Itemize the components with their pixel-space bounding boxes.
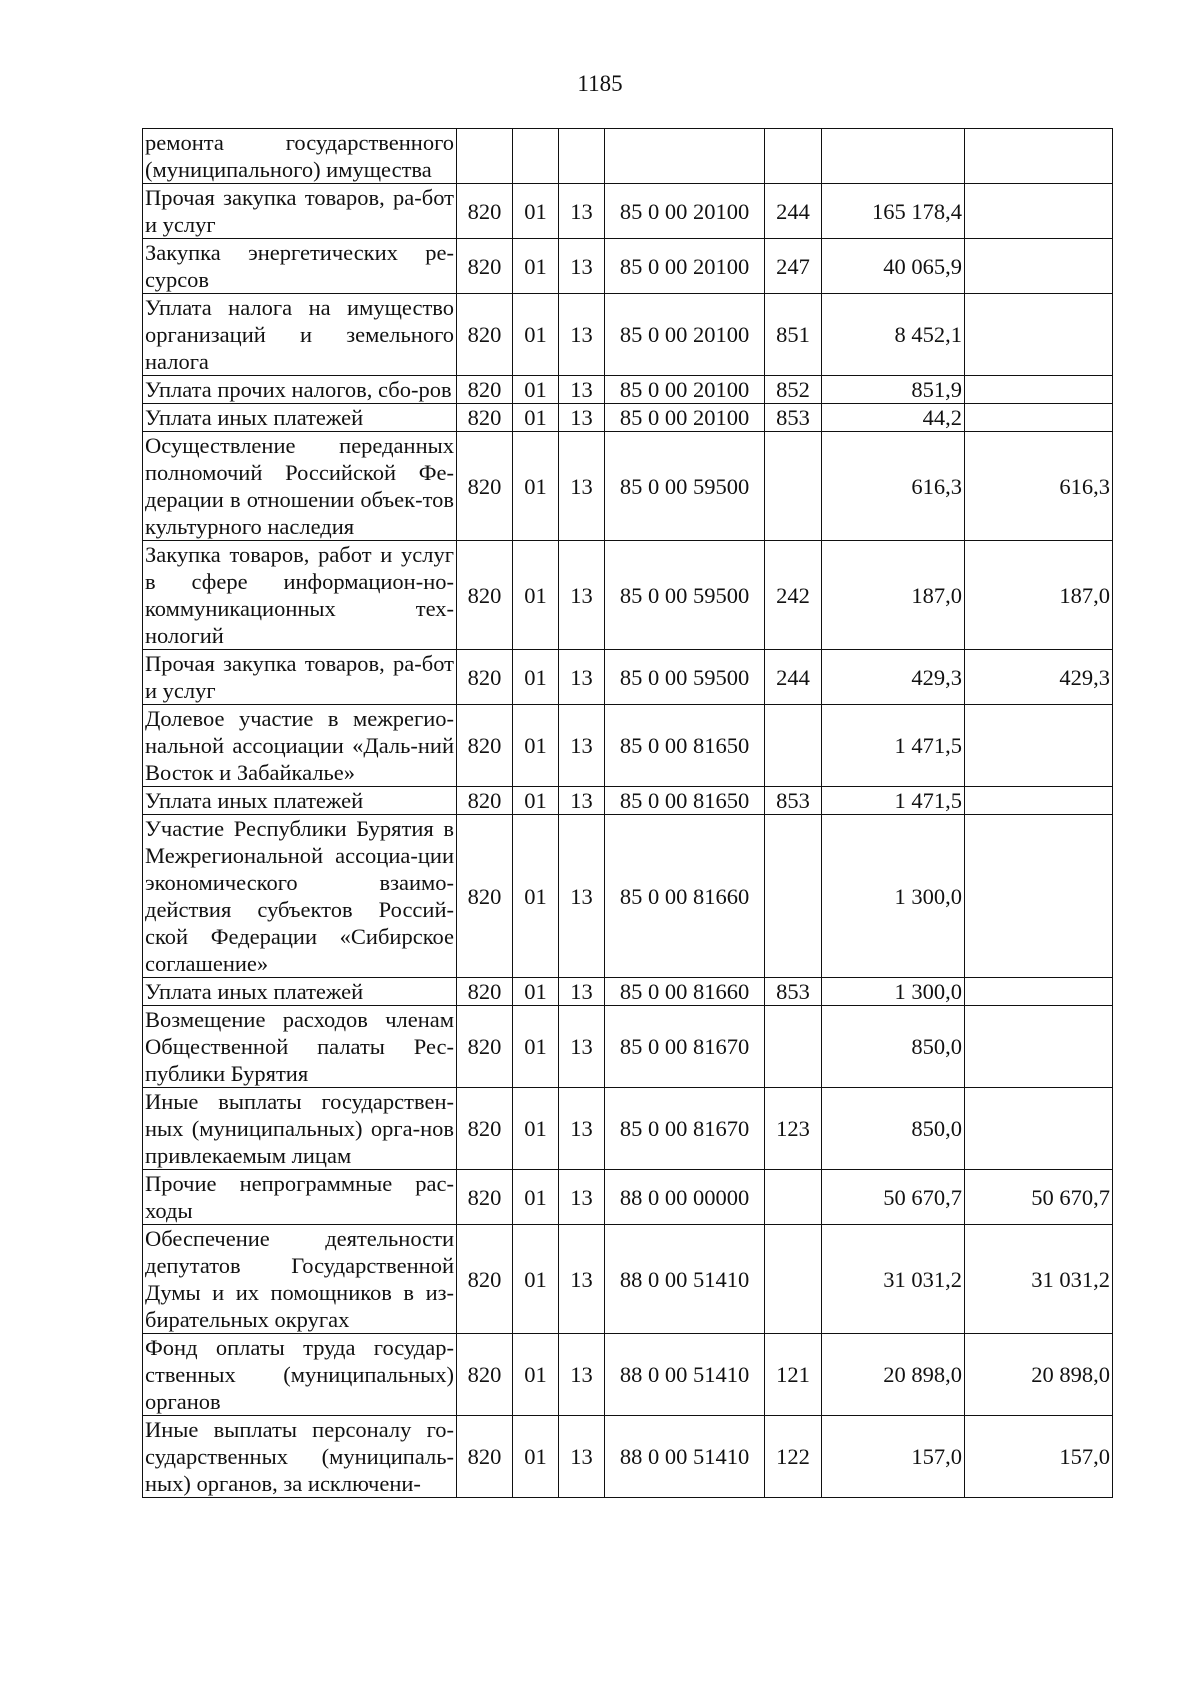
cell-description: Прочая закупка товаров, ра-бот и услуг (143, 184, 457, 239)
cell-subsection-code (559, 129, 605, 184)
cell-amount-federal: 187,0 (965, 541, 1113, 650)
cell-amount: 429,3 (822, 650, 965, 705)
cell-amount: 850,0 (822, 1006, 965, 1088)
cell-section-code: 01 (513, 404, 559, 432)
cell-expense-type (765, 129, 822, 184)
cell-amount-federal (965, 129, 1113, 184)
cell-amount: 165 178,4 (822, 184, 965, 239)
table-row (143, 815, 1113, 978)
cell-target-article: 85 0 00 81670 (605, 1088, 765, 1170)
cell-ministry-code: 820 (457, 1225, 513, 1334)
cell-subsection-code: 13 (559, 184, 605, 239)
cell-target-article: 85 0 00 59500 (605, 541, 765, 650)
cell-amount-federal: 20 898,0 (965, 1334, 1113, 1416)
cell-description: Фонд оплаты труда государ-ственных (муниципальных) органов (143, 1334, 457, 1416)
cell-amount-federal (965, 787, 1113, 815)
table-row (143, 404, 1113, 432)
cell-amount-federal (965, 978, 1113, 1006)
cell-expense-type: 851 (765, 294, 822, 376)
cell-expense-type (765, 815, 822, 978)
cell-subsection-code: 13 (559, 294, 605, 376)
cell-amount: 20 898,0 (822, 1334, 965, 1416)
cell-section-code: 01 (513, 1006, 559, 1088)
cell-subsection-code: 13 (559, 1225, 605, 1334)
cell-target-article: 85 0 00 20100 (605, 404, 765, 432)
cell-ministry-code: 820 (457, 239, 513, 294)
cell-section-code: 01 (513, 787, 559, 815)
cell-expense-type: 123 (765, 1088, 822, 1170)
cell-subsection-code: 13 (559, 432, 605, 541)
table-row (143, 129, 1113, 184)
cell-amount-federal (965, 376, 1113, 404)
cell-subsection-code: 13 (559, 650, 605, 705)
cell-expense-type: 122 (765, 1416, 822, 1498)
cell-target-article: 85 0 00 81660 (605, 815, 765, 978)
cell-amount-federal (965, 1088, 1113, 1170)
cell-section-code: 01 (513, 1334, 559, 1416)
cell-description: Закупка энергетических ре-сурсов (143, 239, 457, 294)
cell-section-code: 01 (513, 1088, 559, 1170)
table-row (143, 1088, 1113, 1170)
cell-description: Уплата иных платежей (143, 404, 457, 432)
cell-ministry-code: 820 (457, 1170, 513, 1225)
cell-target-article: 85 0 00 81670 (605, 1006, 765, 1088)
cell-description: Уплата налога на имущество организаций и земельного налога (143, 294, 457, 376)
cell-ministry-code: 820 (457, 815, 513, 978)
cell-section-code: 01 (513, 815, 559, 978)
cell-section-code: 01 (513, 541, 559, 650)
cell-description: ремонта государственного (муниципального) имущества (143, 129, 457, 184)
cell-ministry-code: 820 (457, 787, 513, 815)
table-row (143, 184, 1113, 239)
cell-target-article: 88 0 00 00000 (605, 1170, 765, 1225)
cell-amount-federal (965, 815, 1113, 978)
cell-expense-type (765, 1225, 822, 1334)
cell-description: Иные выплаты государствен-ных (муниципальных) орга-нов привлекаемым лицам (143, 1088, 457, 1170)
cell-amount-federal: 157,0 (965, 1416, 1113, 1498)
cell-section-code: 01 (513, 978, 559, 1006)
cell-description: Прочая закупка товаров, ра-бот и услуг (143, 650, 457, 705)
cell-description: Уплата иных платежей (143, 787, 457, 815)
cell-subsection-code: 13 (559, 815, 605, 978)
cell-target-article: 85 0 00 59500 (605, 650, 765, 705)
cell-description: Иные выплаты персоналу го-сударственных (муниципаль-ных) органов, за исключени- (143, 1416, 457, 1498)
cell-expense-type: 242 (765, 541, 822, 650)
cell-target-article: 85 0 00 81660 (605, 978, 765, 1006)
cell-section-code: 01 (513, 1225, 559, 1334)
cell-target-article (605, 129, 765, 184)
cell-ministry-code: 820 (457, 1334, 513, 1416)
cell-ministry-code (457, 129, 513, 184)
cell-amount: 850,0 (822, 1088, 965, 1170)
cell-amount: 8 452,1 (822, 294, 965, 376)
cell-subsection-code: 13 (559, 541, 605, 650)
cell-description: Долевое участие в межрегио-нальной ассоциации «Даль-ний Восток и Забайкалье» (143, 705, 457, 787)
table-row (143, 650, 1113, 705)
table-row (143, 1006, 1113, 1088)
cell-amount: 1 300,0 (822, 815, 965, 978)
cell-ministry-code: 820 (457, 294, 513, 376)
table-row (143, 1334, 1113, 1416)
cell-amount: 616,3 (822, 432, 965, 541)
cell-section-code: 01 (513, 1416, 559, 1498)
cell-subsection-code: 13 (559, 1088, 605, 1170)
cell-ministry-code: 820 (457, 376, 513, 404)
cell-description: Закупка товаров, работ и услуг в сфере информацион-но-коммуникационных тех-нологий (143, 541, 457, 650)
cell-subsection-code: 13 (559, 1170, 605, 1225)
table-row (143, 239, 1113, 294)
cell-section-code: 01 (513, 650, 559, 705)
cell-ministry-code: 820 (457, 1006, 513, 1088)
cell-expense-type: 244 (765, 184, 822, 239)
budget-table (142, 128, 1113, 1498)
cell-amount-federal: 616,3 (965, 432, 1113, 541)
cell-expense-type (765, 1170, 822, 1225)
cell-description: Возмещение расходов членам Общественной палаты Рес-публики Бурятия (143, 1006, 457, 1088)
cell-expense-type: 853 (765, 787, 822, 815)
cell-subsection-code: 13 (559, 1416, 605, 1498)
cell-amount-federal: 429,3 (965, 650, 1113, 705)
cell-section-code: 01 (513, 294, 559, 376)
cell-description: Участие Республики Бурятия в Межрегиональной ассоциа-ции экономического взаимо-действия субъектов Россий-ской Федерации «Сибирское соглашение» (143, 815, 457, 978)
cell-ministry-code: 820 (457, 650, 513, 705)
cell-ministry-code: 820 (457, 1088, 513, 1170)
cell-amount: 1 471,5 (822, 787, 965, 815)
cell-ministry-code: 820 (457, 432, 513, 541)
cell-amount: 1 471,5 (822, 705, 965, 787)
cell-amount: 157,0 (822, 1416, 965, 1498)
cell-amount-federal (965, 1006, 1113, 1088)
table-row (143, 978, 1113, 1006)
cell-description: Прочие непрограммные рас-ходы (143, 1170, 457, 1225)
cell-amount: 44,2 (822, 404, 965, 432)
cell-target-article: 88 0 00 51410 (605, 1334, 765, 1416)
cell-subsection-code: 13 (559, 1334, 605, 1416)
cell-amount: 1 300,0 (822, 978, 965, 1006)
cell-expense-type: 853 (765, 404, 822, 432)
cell-subsection-code: 13 (559, 705, 605, 787)
cell-ministry-code: 820 (457, 404, 513, 432)
cell-section-code: 01 (513, 1170, 559, 1225)
cell-amount-federal (965, 705, 1113, 787)
page-number: 1185 (577, 71, 623, 96)
cell-target-article: 88 0 00 51410 (605, 1416, 765, 1498)
cell-ministry-code: 820 (457, 705, 513, 787)
cell-description: Обеспечение деятельности депутатов Государственной Думы и их помощников в из-бирательных округах (143, 1225, 457, 1334)
cell-target-article: 85 0 00 20100 (605, 184, 765, 239)
table-row (143, 432, 1113, 541)
cell-section-code: 01 (513, 376, 559, 404)
cell-ministry-code: 820 (457, 184, 513, 239)
cell-amount (822, 129, 965, 184)
cell-target-article: 85 0 00 20100 (605, 376, 765, 404)
cell-amount: 50 670,7 (822, 1170, 965, 1225)
cell-subsection-code: 13 (559, 376, 605, 404)
cell-ministry-code: 820 (457, 541, 513, 650)
cell-amount: 31 031,2 (822, 1225, 965, 1334)
cell-section-code (513, 129, 559, 184)
cell-amount: 851,9 (822, 376, 965, 404)
cell-target-article: 85 0 00 20100 (605, 239, 765, 294)
cell-subsection-code: 13 (559, 787, 605, 815)
cell-target-article: 88 0 00 51410 (605, 1225, 765, 1334)
cell-target-article: 85 0 00 81650 (605, 787, 765, 815)
cell-target-article: 85 0 00 81650 (605, 705, 765, 787)
cell-section-code: 01 (513, 239, 559, 294)
cell-amount-federal (965, 239, 1113, 294)
table-row (143, 705, 1113, 787)
cell-subsection-code: 13 (559, 978, 605, 1006)
table-row (143, 1225, 1113, 1334)
cell-expense-type: 247 (765, 239, 822, 294)
cell-ministry-code: 820 (457, 978, 513, 1006)
cell-expense-type: 121 (765, 1334, 822, 1416)
cell-subsection-code: 13 (559, 404, 605, 432)
table-row (143, 541, 1113, 650)
cell-amount-federal: 50 670,7 (965, 1170, 1113, 1225)
cell-expense-type (765, 705, 822, 787)
cell-expense-type: 244 (765, 650, 822, 705)
table-row (143, 1416, 1113, 1498)
cell-subsection-code: 13 (559, 239, 605, 294)
table-row (143, 376, 1113, 404)
cell-description: Осуществление переданных полномочий Российской Фе-дерации в отношении объек-тов культурного наследия (143, 432, 457, 541)
cell-amount-federal (965, 404, 1113, 432)
cell-ministry-code: 820 (457, 1416, 513, 1498)
cell-expense-type (765, 1006, 822, 1088)
table-row (143, 787, 1113, 815)
cell-section-code: 01 (513, 705, 559, 787)
table-row (143, 1170, 1113, 1225)
cell-target-article: 85 0 00 59500 (605, 432, 765, 541)
table-body (143, 129, 1113, 1498)
cell-target-article: 85 0 00 20100 (605, 294, 765, 376)
cell-amount: 187,0 (822, 541, 965, 650)
cell-section-code: 01 (513, 184, 559, 239)
cell-amount-federal (965, 294, 1113, 376)
cell-expense-type: 853 (765, 978, 822, 1006)
cell-expense-type: 852 (765, 376, 822, 404)
cell-amount-federal: 31 031,2 (965, 1225, 1113, 1334)
cell-description: Уплата иных платежей (143, 978, 457, 1006)
cell-amount-federal (965, 184, 1113, 239)
cell-description: Уплата прочих налогов, сбо-ров (143, 376, 457, 404)
table-row (143, 294, 1113, 376)
cell-expense-type (765, 432, 822, 541)
cell-subsection-code: 13 (559, 1006, 605, 1088)
cell-amount: 40 065,9 (822, 239, 965, 294)
cell-section-code: 01 (513, 432, 559, 541)
